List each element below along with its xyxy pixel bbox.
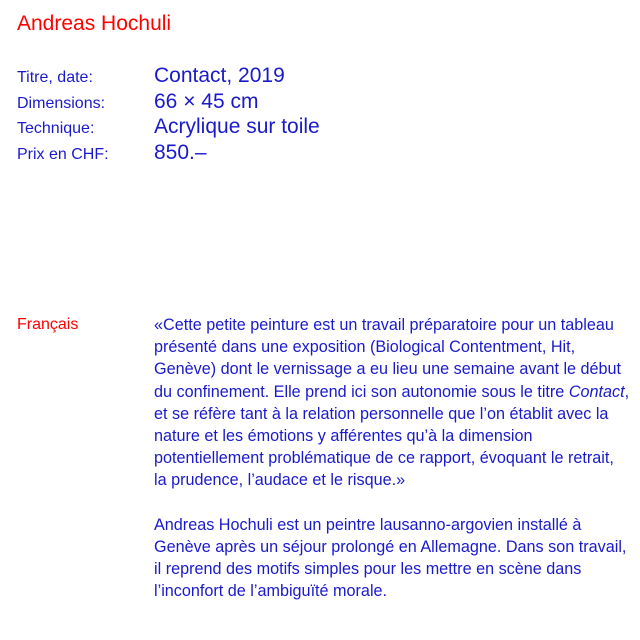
artwork-title-italic: Contact: [568, 382, 625, 401]
info-value: Contact, 2019: [154, 64, 285, 87]
artwork-info: [17, 64, 320, 166]
description-paragraph-2: Andreas Hochuli est un peintre lausanno-argovien installé à Genève après un séjour prolongé en Allemagne. Dans son travail, il reprend des motifs simples pour les mettre en scène dans l’inconfort de l’ambiguïté morale.: [154, 515, 627, 601]
info-value: 850.–: [154, 140, 207, 164]
description-paragraph-1: [154, 314, 630, 492]
description-text: [154, 314, 630, 624]
artist-name: Andreas Hochuli: [17, 12, 172, 35]
info-row-dimensions: [17, 90, 320, 116]
paragraph-text: , et se réfère tant à la relation personnelle que l’on établit avec la nature et les émotions y afférentes qu’à la dimension potentiellement problématique de ce rapport, évoquant le retrait, la prudence, l’audace et le risque.»: [154, 382, 630, 490]
info-label: Titre, date:: [17, 69, 93, 86]
info-value: 66 × 45 cm: [154, 89, 259, 113]
info-value: Acrylique sur toile: [154, 115, 320, 138]
info-row-technique: [17, 115, 320, 141]
info-label: Prix en CHF:: [17, 145, 109, 163]
language-label: Français: [17, 316, 79, 333]
info-label: Technique:: [17, 120, 95, 137]
info-row-price: [17, 141, 320, 167]
paragraph-text: «Cette petite peinture est un travail préparatoire pour un tableau présenté dans une exposition (Biological Contentment, Hit, Genève) dont le vernissage a eu lieu une semaine avant le début du confinement. Elle prend ici son autonomie sous le titre: [154, 316, 622, 401]
info-row-title-date: [17, 64, 320, 90]
info-label: Dimensions:: [17, 94, 106, 112]
